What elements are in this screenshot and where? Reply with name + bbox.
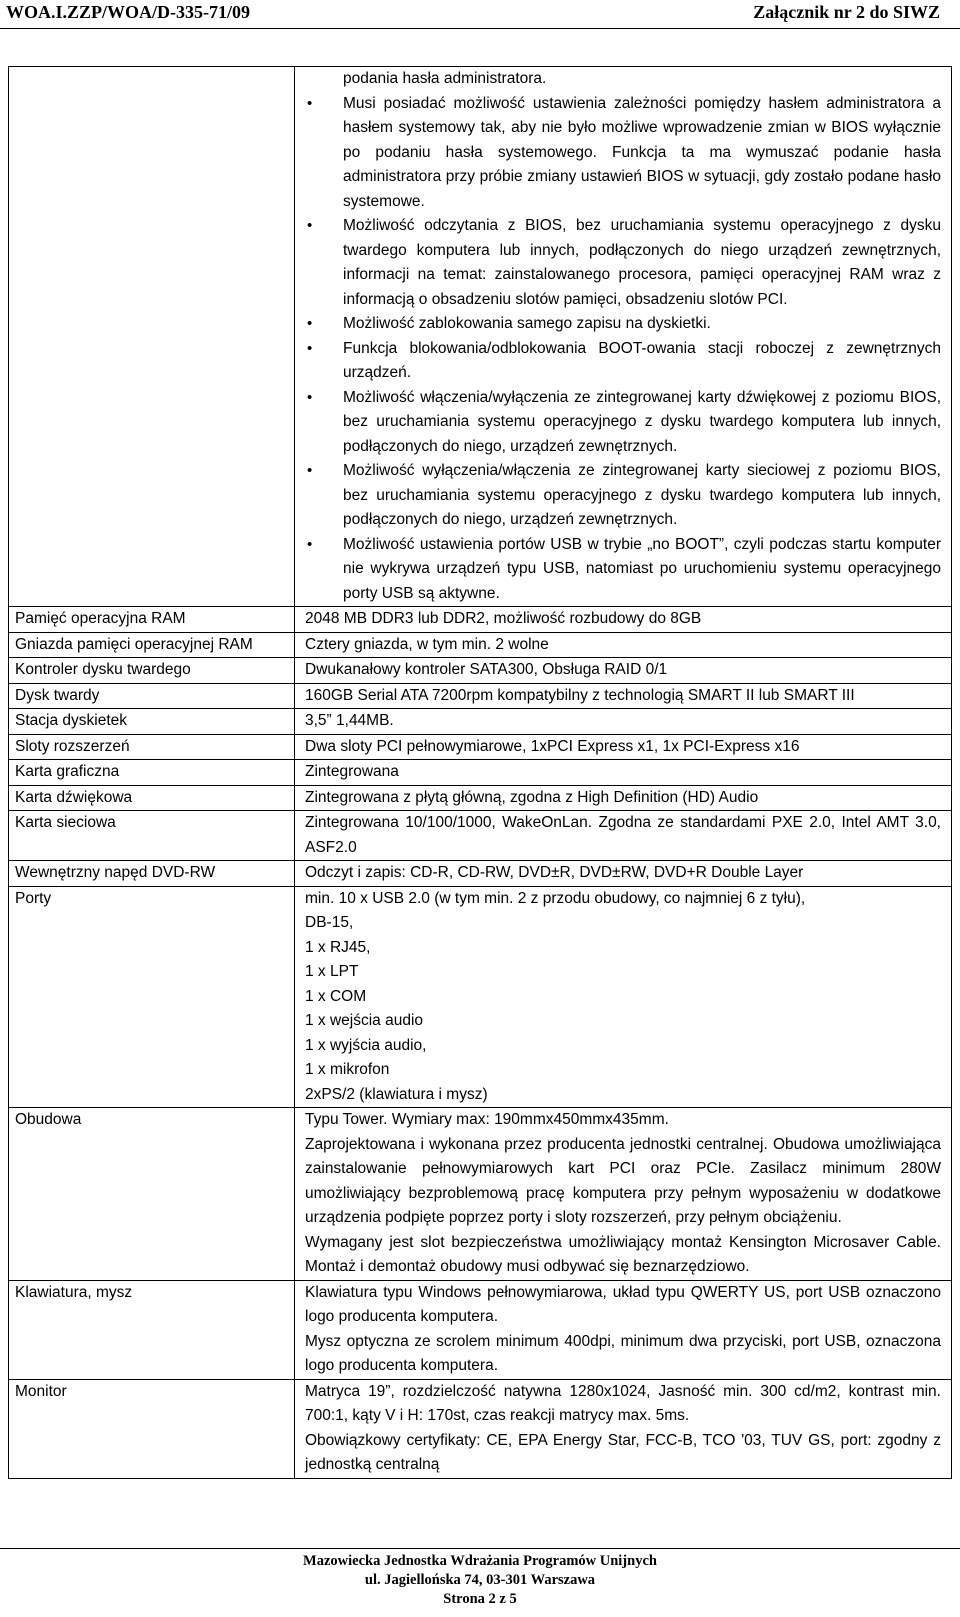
page-number: Strona 2 z 5 [443, 1591, 517, 1607]
row-label [9, 67, 295, 607]
footer-address: ul. Jagiellońska 74, 03-301 Warszawa [364, 1572, 596, 1588]
row-value: Zintegrowana [295, 760, 952, 786]
row-value: Dwa sloty PCI pełnowymiarowe, 1xPCI Express x1, 1x PCI-Express x16 [295, 734, 952, 760]
row-label: Monitor [9, 1379, 295, 1478]
input-paragraph: Klawiatura typu Windows pełnowymiarowa, układ typu QWERTY US, port USB oznaczono logo producenta komputera. [305, 1283, 941, 1325]
table-row [9, 709, 952, 735]
row-label: Pamięć operacyjna RAM [9, 607, 295, 633]
case-paragraph: Typu Tower. Wymiary max: 190mmx450mmx435mm. [305, 1111, 669, 1128]
table-row [9, 760, 952, 786]
table-row [9, 607, 952, 633]
row-value: 2048 MB DDR3 lub DDR2, możliwość rozbudowy do 8GB [295, 607, 952, 633]
row-value: 160GB Serial ATA 7200rpm kompatybilny z technologią SMART II lub SMART III [295, 683, 952, 709]
list-item: • Możliwość zablokowania samego zapisu na dyskietki. [305, 312, 941, 337]
row-value: Odczyt i zapis: CD-R, CD-RW, DVD±R, DVD±RW, DVD+R Double Layer [295, 861, 952, 887]
attachment-title: Załącznik nr 2 do SIWZ [753, 2, 940, 22]
row-label: Gniazda pamięci operacyjnej RAM [9, 632, 295, 658]
table-row [9, 734, 952, 760]
list-item: • Możliwość włączenia/wyłączenia ze zintegrowanej karty dźwiękowej z poziomu BIOS, bez uruchamiania systemu operacyjnego z dysku twardego komputera lub innych, podłączonych do niego, urządzeń zewnętrznych. [305, 386, 941, 460]
row-label: Stacja dyskietek [9, 709, 295, 735]
document-reference: WOA.I.ZZP/WOA/D-335-71/09 [6, 2, 251, 22]
list-item: • Musi posiadać możliwość ustawienia zależności pomiędzy hasłem administratora a hasłem systemowy tak, aby nie było możliwe wprowadzenie zmian w BIOS wyłącznie po podaniu hasła systemowego. Funkcja ta ma wymuszać podanie hasła administratora przy próbie zmiany ustawień BIOS w sytuacji, gdy zostało podane hasło systemowe. [305, 92, 941, 215]
ports-line: 1 x mikrofon [305, 1061, 390, 1078]
case-paragraph: Wymagany jest slot bezpieczeństwa umożliwiający montaż Kensington Microsaver Cable. Montaż i demontaż obudowy musi odbywać się beznarzędziowo. [305, 1233, 941, 1275]
list-item: • Możliwość ustawienia portów USB w trybie „no BOOT”, czyli podczas startu komputer nie wykrywa urządzeń typu USB, natomiast po uruchomieniu systemu operacyjnego porty USB są aktywne. [305, 533, 941, 607]
table-row [9, 886, 952, 1108]
row-label: Karta graficzna [9, 760, 295, 786]
monitor-paragraph: Matryca 19”, rozdzielczość natywna 1280x1024, Jasność min. 300 cd/m2, kontrast min. 700:1, kąty V i H: 170st, czas reakcji matrycy max. 5ms. [305, 1382, 941, 1424]
row-value: Zintegrowana 10/100/1000, WakeOnLan. Zgodna ze standardami PXE 2.0, Intel AMT 3.0, ASF2.0 [295, 811, 952, 861]
bios-requirements [295, 67, 952, 607]
case-paragraph: Zaprojektowana i wykonana przez producenta jednostki centralnej. Obudowa umożliwiająca zainstalowanie pełnowymiarowych kart PCI oraz PCIe. Zasilacz minimum 280W umożliwiający bezproblemową pracę komputera przy pełnym wyposażeniu w dodatkowe urządzenia podpięte poprzez porty i sloty rozszerzeń, przy pełnym obciążeniu. [305, 1135, 941, 1226]
ports-line: min. 10 x USB 2.0 (w tym min. 2 z przodu obudowy, co najmniej 6 z tyłu), [305, 889, 806, 907]
row-label: Sloty rozszerzeń [9, 734, 295, 760]
table-row [9, 632, 952, 658]
row-label: Klawiatura, mysz [9, 1280, 295, 1379]
table-row [9, 1280, 952, 1379]
row-label: Dysk twardy [9, 683, 295, 709]
monitor-paragraph: Obowiązkowy certyfikaty: CE, EPA Energy Star, FCC-B, TCO '03, TUV GS, port: zgodny z jednostką centralną [305, 1431, 941, 1473]
specification-table [8, 66, 952, 1479]
list-item: • Możliwość odczytania z BIOS, bez uruchamiania systemu operacyjnego z dysku twardego komputera lub innych, podłączonych do niego urządzeń zewnętrznych, informacji na temat: zainstalowanego procesora, pamięci operacyjnej RAM wraz z informacją o obsadzeniu slotów pamięci, obsadzeniu slotów PCI. [305, 214, 941, 312]
table-row [9, 1379, 952, 1478]
ports-line: 1 x wejścia audio [305, 1012, 424, 1029]
row-label: Karta sieciowa [9, 811, 295, 861]
list-item: podania hasła administratora. [343, 70, 547, 87]
table-row [9, 785, 952, 811]
list-item: • Funkcja blokowania/odblokowania BOOT-owania stacji roboczej z zewnętrznych urządzeń. [305, 337, 941, 386]
ports-line: 1 x wyjścia audio, [305, 1036, 427, 1054]
row-value: Dwukanałowy kontroler SATA300, Obsługa RAID 0/1 [295, 658, 952, 684]
ports-line: DB-15, [305, 914, 354, 931]
table-row [9, 861, 952, 887]
row-label: Kontroler dysku twardego [9, 658, 295, 684]
row-value: Zintegrowana z płytą główną, zgodna z High Definition (HD) Audio [295, 785, 952, 811]
table-row [9, 683, 952, 709]
page-header [0, 0, 960, 30]
footer-divider [0, 1548, 960, 1549]
bios-list [305, 67, 941, 606]
row-value: Cztery gniazda, w tym min. 2 wolne [295, 632, 952, 658]
row-label: Karta dźwiękowa [9, 785, 295, 811]
table-row [9, 658, 952, 684]
list-item: • Możliwość wyłączenia/włączenia ze zintegrowanej karty sieciowej z poziomu BIOS, bez uruchamiania systemu operacyjnego z dysku twardego komputera lub innych, podłączonych do niego, urządzeń zewnętrznych. [305, 459, 941, 533]
table-row [9, 1108, 952, 1281]
table-row [9, 811, 952, 861]
ports-line: 1 x LPT [305, 963, 359, 980]
monitor-value [295, 1379, 952, 1478]
case-value [295, 1108, 952, 1281]
row-label: Obudowa [9, 1108, 295, 1281]
row-value: 3,5” 1,44MB. [295, 709, 952, 735]
table-row [9, 67, 952, 607]
row-label: Wewnętrzny napęd DVD-RW [9, 861, 295, 887]
ports-line: 1 x COM [305, 987, 367, 1005]
ports-line: 2xPS/2 (klawiatura i mysz) [305, 1085, 488, 1103]
page-footer [0, 1552, 960, 1609]
ports-line: 1 x RJ45, [305, 938, 371, 956]
footer-organization: Mazowiecka Jednostka Wdrażania Programów Unijnych [303, 1553, 657, 1569]
ports-value [295, 886, 952, 1108]
row-label: Porty [9, 886, 295, 1108]
input-paragraph: Mysz optyczna ze scrolem minimum 400dpi, minimum dwa przyciski, port USB, oznaczona logo producenta komputera. [305, 1332, 941, 1374]
header-divider [0, 28, 960, 29]
input-devices-value [295, 1280, 952, 1379]
